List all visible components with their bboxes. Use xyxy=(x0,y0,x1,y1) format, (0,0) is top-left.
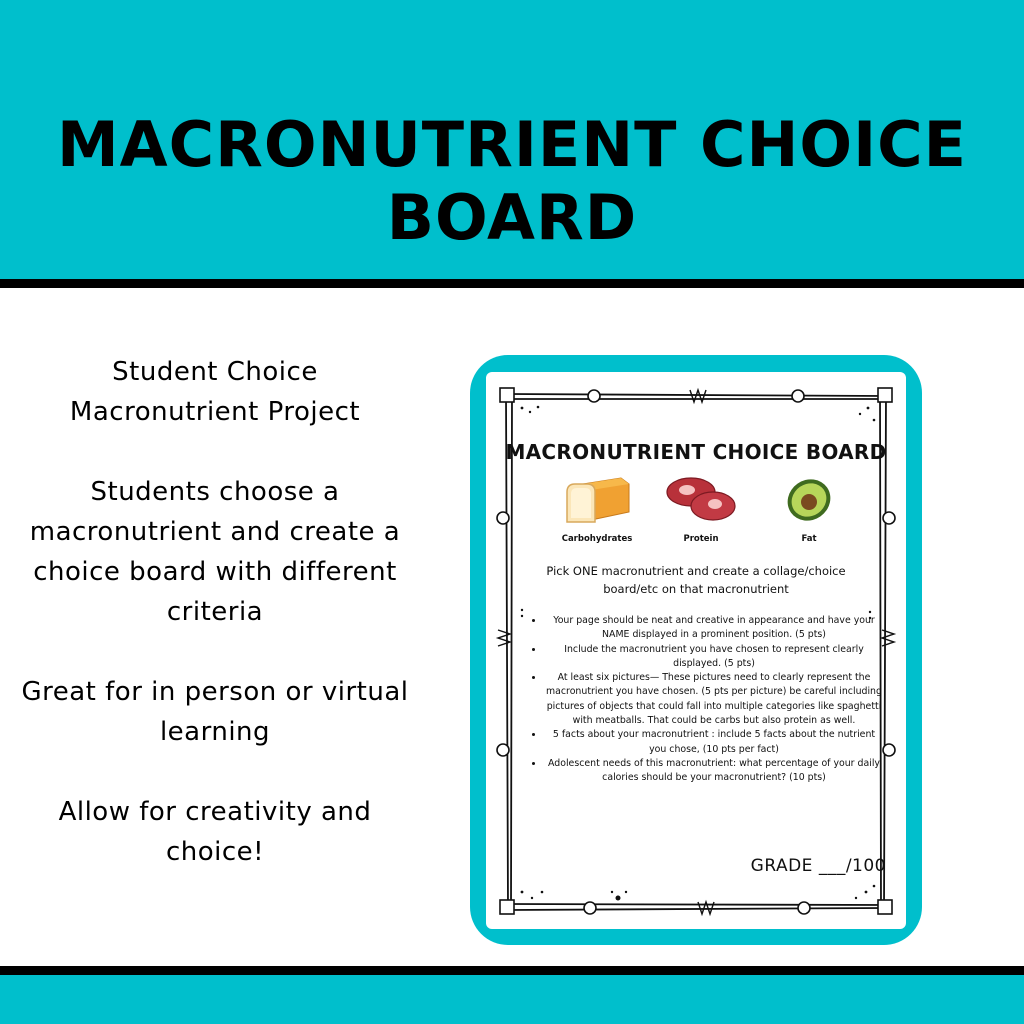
rubric-item: • Adolescent needs of this macronutrient: what percentage of your daily calories should be your macronutrient? (10 pts) xyxy=(544,757,884,786)
bread-icon xyxy=(561,472,633,526)
rubric-item: • Your page should be neat and creative in appearance and have your NAME displayed in a prominent position. (5 pts) xyxy=(544,614,884,643)
food-label-protein: Protein xyxy=(683,534,719,544)
description-summary: Students choose a macronutrient and create a choice board with different criteria xyxy=(29,477,401,627)
description-learning: Great for in person or virtual learning xyxy=(21,677,409,747)
top-divider xyxy=(0,279,1024,288)
bottom-divider xyxy=(0,966,1024,975)
food-carbohydrates xyxy=(542,472,652,544)
grade-line: GRADE ___/100 xyxy=(750,856,886,876)
description-heading: Student Choice Macronutrient Project xyxy=(69,357,361,427)
page-title: MACRONUTRIENT CHOICE BOARD xyxy=(56,108,968,254)
rubric-item: • 5 facts about your macronutrient : include 5 facts about the nutrient you chose, (10 pts per fact) xyxy=(544,728,884,757)
rubric-list xyxy=(534,614,884,786)
food-protein xyxy=(646,472,756,544)
avocado-icon xyxy=(781,472,837,526)
worksheet-page xyxy=(486,372,906,929)
steak-icon xyxy=(663,472,739,526)
food-label-fat: Fat xyxy=(801,534,817,544)
worksheet-title: MACRONUTRIENT CHOICE BOARD xyxy=(505,440,887,464)
worksheet-preview xyxy=(470,355,922,945)
rubric-item: • At least six pictures— These pictures need to clearly represent the macronutrient you have chosen. (5 pts per picture) be careful including pictures of objects that could fall into multiple categories like spaghetti with meatballs. That could be carbs but also protein as well. xyxy=(544,671,884,728)
description-creativity: Allow for creativity and choice! xyxy=(58,797,372,867)
food-fat xyxy=(754,472,864,544)
worksheet-instruction: Pick ONE macronutrient and create a collage/choice board/etc on that macronutrient xyxy=(546,564,846,596)
rubric-item: • Include the macronutrient you have chosen to represent clearly displayed. (5 pts) xyxy=(544,643,884,672)
description-column xyxy=(20,352,410,912)
food-label-carbohydrates: Carbohydrates xyxy=(561,534,633,544)
footer-band xyxy=(0,975,1024,1024)
